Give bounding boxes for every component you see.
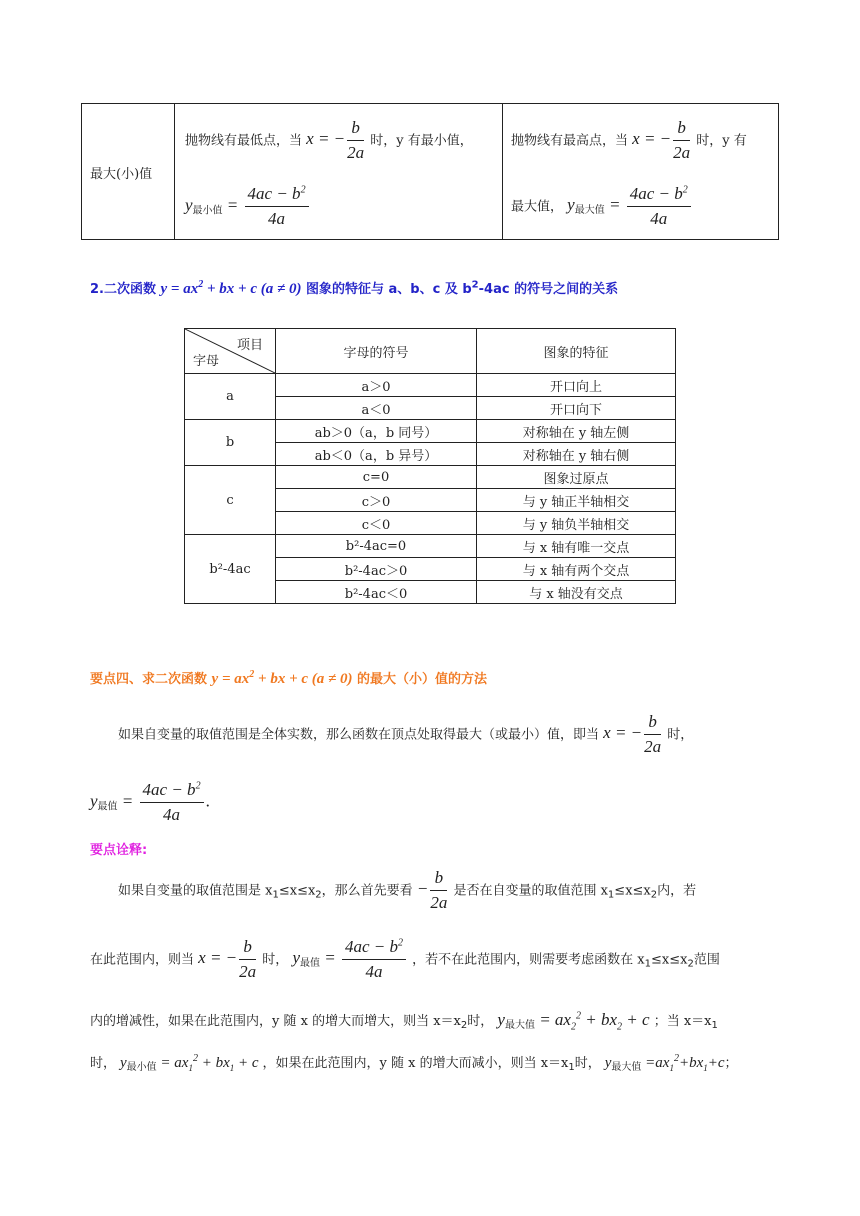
- vertex-x-formula: x = − $\frac{b}{2a}$: [306, 118, 365, 162]
- paragraph-1-line-1: 如果自变量的取值范围是全体实数，那么函数在顶点处取得最大（或最小）值，即当 x = − $\frac{b}{2a}$ 时，: [118, 712, 694, 756]
- table-row: b ab＞0（a，b 同号） 对称轴在 y 轴左侧: [185, 420, 676, 443]
- section-2-heading: 2.二次函数 $y = ax^2$ + bx + c (a ≠ 0) 图象的特征与 a、b、c 及 $b^2-4ac$ 的符号之间的关系: [90, 279, 619, 297]
- table-row: b²-4ac＞0 与 x 轴有两个交点: [185, 558, 676, 581]
- paragraph-2-line-4: 时， $y_{最小值} = ax_1^2 + bx_1 + c$ ，如果在此范围内，y 随 x 的增大而减小，则当 $x=x_1$时， $y_{最大值} =ax_1^2+bx_1+c$；: [90, 1053, 738, 1073]
- max-value-line: 最大值， $y_{最大值}$ = $\frac{4ac - b^2}{4a}$: [511, 184, 693, 229]
- table-row: c c=0 图象过原点: [185, 466, 676, 489]
- table-row: b²-4ac b²-4ac=0 与 x 轴有唯一交点: [185, 535, 676, 558]
- vertex-x-formula: x = − $\frac{b}{2a}$: [632, 118, 691, 162]
- letter-cell: b: [185, 420, 276, 466]
- letter-cell: b²-4ac: [185, 535, 276, 604]
- max-condition-line: 抛物线有最高点，当 x = − $\frac{b}{2a}$ 时，y 有: [511, 118, 747, 162]
- table-divider: [174, 104, 175, 239]
- table-row: c＜0 与 y 轴负半轴相交: [185, 512, 676, 535]
- letter-cell: a: [185, 374, 276, 420]
- letter-cell: c: [185, 466, 276, 535]
- corner-cell: 项目 字母: [185, 329, 276, 374]
- column-header: 图象的特征: [477, 329, 676, 374]
- paragraph-2-line-2: 在此范围内，则当 x = − $\frac{b}{2a}$ 时， $y_{最值}$ = $\frac{4ac - b^2}{4a}$ ，若不在此范围内，则需要考虑函数在 $x_1\le x\le x_2$范围: [90, 937, 720, 981]
- min-condition-line: 抛物线有最低点，当 x = − $\frac{b}{2a}$ 时，y 有最小值，: [185, 118, 473, 162]
- table-row: c＞0 与 y 轴正半轴相交: [185, 489, 676, 512]
- max-value-formula: $y_{最大值}$ = $\frac{4ac - b^2}{4a}$: [567, 195, 693, 214]
- table-row: b²-4ac＜0 与 x 轴没有交点: [185, 581, 676, 604]
- row-label: 最大(小)值: [90, 167, 153, 182]
- note-heading: 要点诠释:: [90, 843, 148, 858]
- extremum-formula: $y_{最值}$ = $\frac{4ac - b^2}{4a}$ .: [90, 780, 210, 824]
- paragraph-2-line-1: 如果自变量的取值范围是 $x_1\le x\le x_2$，那么首先要看 − $\frac{b}{2a}$ 是否在自变量的取值范围 $x_1\le x\le x_2$内，若: [118, 868, 697, 912]
- section-4-heading: 要点四、求二次函数 $y = ax^2$ + bx + c (a ≠ 0) 的最大（小）值的方法: [90, 669, 488, 687]
- table-divider: [502, 104, 503, 239]
- table-row: ab＜0（a，b 异号） 对称轴在 y 轴右侧: [185, 443, 676, 466]
- column-header: 字母的符号: [276, 329, 477, 374]
- paragraph-2-line-3: 内的增减性，如果在此范围内，y 随 x 的增大而增大，则当 $x=x_2$时， $y_{最大值} = ax_2^2 + bx_2 + c$ ；当 $x=x_1$: [90, 1010, 718, 1033]
- table-row: a a＞0 开口向上: [185, 374, 676, 397]
- table-row: a＜0 开口向下: [185, 397, 676, 420]
- min-value-formula: $y_{最小值}$ = $\frac{4ac - b^2}{4a}$: [185, 184, 311, 229]
- sign-table: [184, 328, 676, 604]
